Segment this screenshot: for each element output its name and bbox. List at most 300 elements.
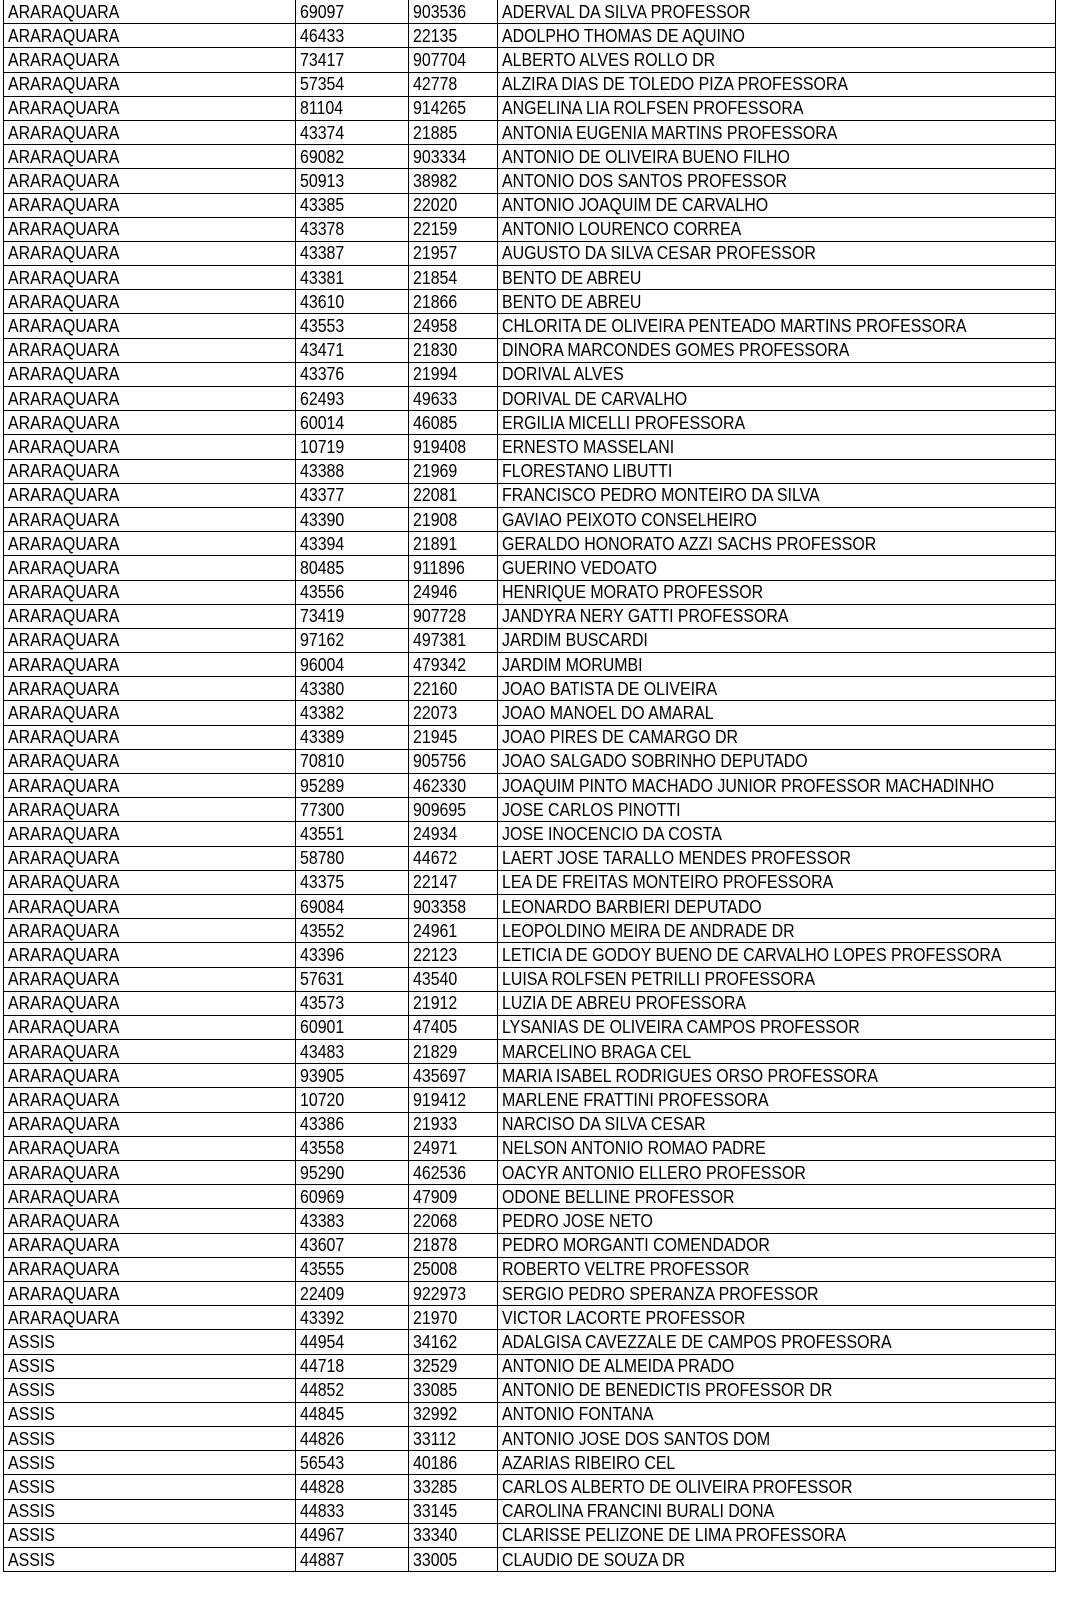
code-text: 73417 <box>300 48 345 70</box>
school-name-cell <box>498 362 1056 386</box>
school-id-cell <box>409 290 498 314</box>
city-text: ARARAQUARA <box>8 1040 120 1062</box>
school-id-text: 33085 <box>413 1379 458 1401</box>
city-cell <box>4 1402 296 1426</box>
school-name-cell <box>498 653 1056 677</box>
school-name-cell <box>498 1136 1056 1160</box>
city-cell <box>4 362 296 386</box>
code-text: 43553 <box>300 315 345 337</box>
school-name-text: ANTONIO DE BENEDICTIS PROFESSOR DR <box>502 1379 833 1401</box>
table-row <box>4 290 1056 314</box>
city-cell <box>4 120 296 144</box>
code-text: 43483 <box>300 1040 345 1062</box>
school-id-text: 33340 <box>413 1524 458 1546</box>
code-cell <box>296 266 409 290</box>
code-cell <box>296 338 409 362</box>
school-name-cell <box>498 967 1056 991</box>
code-cell <box>296 1330 409 1354</box>
school-id-cell <box>409 435 498 459</box>
city-cell <box>4 1064 296 1088</box>
school-id-text: 24946 <box>413 581 458 603</box>
city-cell <box>4 169 296 193</box>
city-text: ARARAQUARA <box>8 24 120 46</box>
code-text: 43558 <box>300 1137 345 1159</box>
school-name-text: ANTONIO JOSE DOS SANTOS DOM <box>502 1427 771 1449</box>
city-cell <box>4 556 296 580</box>
school-name-text: ANTONIO DOS SANTOS PROFESSOR <box>502 169 787 191</box>
school-name-cell <box>498 1451 1056 1475</box>
school-id-text: 21945 <box>413 726 458 748</box>
school-name-cell <box>498 1523 1056 1547</box>
city-text: ASSIS <box>8 1355 55 1377</box>
city-cell <box>4 1499 296 1523</box>
table-row <box>4 1427 1056 1451</box>
city-cell <box>4 919 296 943</box>
code-cell <box>296 1523 409 1547</box>
school-name-text: ANGELINA LIA ROLFSEN PROFESSORA <box>502 97 804 119</box>
school-name-text: ANTONIO DE ALMEIDA PRADO <box>502 1355 735 1377</box>
table-row <box>4 241 1056 265</box>
city-text: ARARAQUARA <box>8 411 120 433</box>
code-text: 96004 <box>300 653 345 675</box>
school-name-text: FLORESTANO LIBUTTI <box>502 460 673 482</box>
school-id-cell <box>409 653 498 677</box>
city-text: ARARAQUARA <box>8 218 120 240</box>
city-text: ARARAQUARA <box>8 968 120 990</box>
school-id-text: 32992 <box>413 1403 458 1425</box>
school-id-cell <box>409 241 498 265</box>
city-text: ARARAQUARA <box>8 919 120 941</box>
school-name-text: JARDIM MORUMBI <box>502 653 643 675</box>
school-name-cell <box>498 120 1056 144</box>
school-id-text: 44672 <box>413 847 458 869</box>
code-text: 44967 <box>300 1524 345 1546</box>
school-name-text: CHLORITA DE OLIVEIRA PENTEADO MARTINS PROFESSORA <box>502 315 967 337</box>
code-cell <box>296 894 409 918</box>
city-text: ARARAQUARA <box>8 822 120 844</box>
city-cell <box>4 72 296 96</box>
school-name-text: ANTONIO FONTANA <box>502 1403 654 1425</box>
school-id-cell <box>409 120 498 144</box>
school-name-text: LUZIA DE ABREU PROFESSORA <box>502 992 747 1014</box>
code-text: 44828 <box>300 1476 345 1498</box>
code-cell <box>296 96 409 120</box>
city-cell <box>4 1475 296 1499</box>
school-name-text: NELSON ANTONIO ROMAO PADRE <box>502 1137 766 1159</box>
table-row <box>4 24 1056 48</box>
table-row <box>4 72 1056 96</box>
city-cell <box>4 943 296 967</box>
city-text: ARARAQUARA <box>8 1258 120 1280</box>
school-id-text: 479342 <box>413 653 467 675</box>
city-cell <box>4 628 296 652</box>
school-name-cell <box>498 749 1056 773</box>
table-row <box>4 387 1056 411</box>
school-name-cell <box>498 822 1056 846</box>
city-cell <box>4 1209 296 1233</box>
city-cell <box>4 725 296 749</box>
school-id-cell <box>409 1548 498 1572</box>
table-row <box>4 556 1056 580</box>
city-cell <box>4 145 296 169</box>
table-row <box>4 1064 1056 1088</box>
school-id-text: 907704 <box>413 48 467 70</box>
school-id-text: 21885 <box>413 121 458 143</box>
table-row <box>4 1257 1056 1281</box>
school-name-text: JOSE INOCENCIO DA COSTA <box>502 822 722 844</box>
school-name-text: LEA DE FREITAS MONTEIRO PROFESSORA <box>502 871 834 893</box>
school-name-text: JOAO BATISTA DE OLIVEIRA <box>502 677 718 699</box>
school-id-cell <box>409 1330 498 1354</box>
school-name-text: LAERT JOSE TARALLO MENDES PROFESSOR <box>502 847 851 869</box>
school-id-text: 21854 <box>413 266 458 288</box>
school-id-cell <box>409 822 498 846</box>
table-row <box>4 145 1056 169</box>
table-row <box>4 193 1056 217</box>
school-id-text: 22081 <box>413 484 458 506</box>
school-name-text: LYSANIAS DE OLIVEIRA CAMPOS PROFESSOR <box>502 1016 860 1038</box>
school-name-text: JOAO PIRES DE CAMARGO DR <box>502 726 739 748</box>
school-name-cell <box>498 1354 1056 1378</box>
city-text: ARARAQUARA <box>8 169 120 191</box>
code-cell <box>296 628 409 652</box>
city-cell <box>4 1015 296 1039</box>
table-row <box>4 1185 1056 1209</box>
city-cell <box>4 870 296 894</box>
city-cell <box>4 1233 296 1257</box>
code-cell <box>296 24 409 48</box>
code-cell <box>296 145 409 169</box>
table-row <box>4 1402 1056 1426</box>
city-cell <box>4 653 296 677</box>
school-id-cell <box>409 1475 498 1499</box>
code-cell <box>296 774 409 798</box>
table-row <box>4 1475 1056 1499</box>
school-name-cell <box>498 701 1056 725</box>
code-text: 46433 <box>300 24 345 46</box>
school-id-text: 22020 <box>413 194 458 216</box>
table-row <box>4 411 1056 435</box>
table-row <box>4 919 1056 943</box>
code-text: 43396 <box>300 943 345 965</box>
code-cell <box>296 0 409 24</box>
code-text: 95289 <box>300 774 345 796</box>
city-text: ASSIS <box>8 1524 55 1546</box>
city-text: ARARAQUARA <box>8 581 120 603</box>
school-name-cell <box>498 483 1056 507</box>
school-id-cell <box>409 145 498 169</box>
school-id-text: 22123 <box>413 943 458 965</box>
city-text: ARARAQUARA <box>8 726 120 748</box>
code-cell <box>296 1257 409 1281</box>
school-name-cell <box>498 870 1056 894</box>
school-id-cell <box>409 1088 498 1112</box>
code-cell <box>296 653 409 677</box>
code-cell <box>296 1088 409 1112</box>
school-id-cell <box>409 1161 498 1185</box>
code-text: 70810 <box>300 750 345 772</box>
school-id-text: 33285 <box>413 1476 458 1498</box>
school-id-text: 21970 <box>413 1306 458 1328</box>
table-row <box>4 362 1056 386</box>
table-row <box>4 774 1056 798</box>
school-id-text: 24958 <box>413 315 458 337</box>
city-cell <box>4 1281 296 1305</box>
code-text: 43382 <box>300 702 345 724</box>
school-name-cell <box>498 532 1056 556</box>
school-name-cell <box>498 1330 1056 1354</box>
city-text: ARARAQUARA <box>8 1016 120 1038</box>
school-name-text: ANTONIO JOAQUIM DE CARVALHO <box>502 194 769 216</box>
code-text: 43556 <box>300 581 345 603</box>
school-id-text: 21878 <box>413 1234 458 1256</box>
code-cell <box>296 1112 409 1136</box>
school-id-cell <box>409 556 498 580</box>
city-cell <box>4 532 296 556</box>
school-id-text: 21912 <box>413 992 458 1014</box>
code-cell <box>296 1136 409 1160</box>
school-name-text: CLARISSE PELIZONE DE LIMA PROFESSORA <box>502 1524 846 1546</box>
table-row <box>4 822 1056 846</box>
city-cell <box>4 604 296 628</box>
city-text: ASSIS <box>8 1451 55 1473</box>
code-cell <box>296 798 409 822</box>
school-id-cell <box>409 1209 498 1233</box>
school-id-cell <box>409 1064 498 1088</box>
code-text: 50913 <box>300 169 345 191</box>
code-cell <box>296 532 409 556</box>
code-text: 43378 <box>300 218 345 240</box>
school-name-text: JOAO SALGADO SOBRINHO DEPUTADO <box>502 750 808 772</box>
table-row <box>4 870 1056 894</box>
code-text: 93905 <box>300 1064 345 1086</box>
school-id-text: 922973 <box>413 1282 467 1304</box>
code-text: 43392 <box>300 1306 345 1328</box>
code-cell <box>296 943 409 967</box>
code-cell <box>296 290 409 314</box>
city-cell <box>4 1185 296 1209</box>
city-text: ASSIS <box>8 1476 55 1498</box>
school-name-text: LEONARDO BARBIERI DEPUTADO <box>502 895 762 917</box>
city-cell <box>4 0 296 24</box>
table-row <box>4 1281 1056 1305</box>
table-row <box>4 1088 1056 1112</box>
city-cell <box>4 1451 296 1475</box>
code-cell <box>296 483 409 507</box>
code-cell <box>296 1427 409 1451</box>
school-name-text: ERNESTO MASSELANI <box>502 435 675 457</box>
school-name-text: GERALDO HONORATO AZZI SACHS PROFESSOR <box>502 532 877 554</box>
code-cell <box>296 1475 409 1499</box>
school-id-text: 46085 <box>413 411 458 433</box>
school-id-text: 33145 <box>413 1500 458 1522</box>
code-text: 10720 <box>300 1089 345 1111</box>
table-row <box>4 0 1056 24</box>
city-cell <box>4 193 296 217</box>
city-text: ASSIS <box>8 1427 55 1449</box>
school-id-cell <box>409 725 498 749</box>
table-row <box>4 894 1056 918</box>
school-id-cell <box>409 967 498 991</box>
code-cell <box>296 1378 409 1402</box>
school-id-text: 21829 <box>413 1040 458 1062</box>
school-name-cell <box>498 435 1056 459</box>
school-id-cell <box>409 24 498 48</box>
city-cell <box>4 1088 296 1112</box>
city-text: ARARAQUARA <box>8 508 120 530</box>
school-id-text: 40186 <box>413 1451 458 1473</box>
city-cell <box>4 822 296 846</box>
code-cell <box>296 846 409 870</box>
code-cell <box>296 556 409 580</box>
school-name-text: JARDIM BUSCARDI <box>502 629 648 651</box>
code-cell <box>296 362 409 386</box>
school-id-cell <box>409 1281 498 1305</box>
city-cell <box>4 580 296 604</box>
school-name-text: DINORA MARCONDES GOMES PROFESSORA <box>502 339 850 361</box>
code-text: 43610 <box>300 290 345 312</box>
code-cell <box>296 193 409 217</box>
school-id-cell <box>409 266 498 290</box>
city-cell <box>4 241 296 265</box>
school-id-text: 903334 <box>413 145 467 167</box>
school-id-text: 497381 <box>413 629 467 651</box>
code-text: 44718 <box>300 1355 345 1377</box>
school-name-cell <box>498 48 1056 72</box>
table-row <box>4 507 1056 531</box>
code-text: 60014 <box>300 411 345 433</box>
table-row <box>4 120 1056 144</box>
school-id-text: 22068 <box>413 1209 458 1231</box>
school-id-text: 905756 <box>413 750 467 772</box>
school-name-cell <box>498 387 1056 411</box>
school-id-cell <box>409 870 498 894</box>
school-name-text: CAROLINA FRANCINI BURALI DONA <box>502 1500 775 1522</box>
code-text: 44887 <box>300 1548 345 1570</box>
city-cell <box>4 266 296 290</box>
table-row <box>4 1378 1056 1402</box>
school-id-cell <box>409 411 498 435</box>
school-id-cell <box>409 1257 498 1281</box>
school-id-text: 462330 <box>413 774 467 796</box>
school-name-cell <box>498 1161 1056 1185</box>
code-cell <box>296 1015 409 1039</box>
school-name-cell <box>498 1015 1056 1039</box>
code-cell <box>296 1209 409 1233</box>
city-cell <box>4 217 296 241</box>
school-name-cell <box>498 1112 1056 1136</box>
table-row <box>4 1233 1056 1257</box>
table-row <box>4 943 1056 967</box>
city-text: ARARAQUARA <box>8 871 120 893</box>
school-name-text: ROBERTO VELTRE PROFESSOR <box>502 1258 750 1280</box>
code-text: 44954 <box>300 1330 345 1352</box>
table-row <box>4 653 1056 677</box>
city-text: ARARAQUARA <box>8 702 120 724</box>
school-id-text: 911896 <box>413 556 465 578</box>
table-row <box>4 1354 1056 1378</box>
school-id-text: 24934 <box>413 822 458 844</box>
city-text: ARARAQUARA <box>8 1064 120 1086</box>
school-name-cell <box>498 1040 1056 1064</box>
school-name-cell <box>498 266 1056 290</box>
table-row <box>4 628 1056 652</box>
table-row <box>4 1161 1056 1185</box>
school-id-text: 21969 <box>413 460 458 482</box>
school-name-cell <box>498 217 1056 241</box>
city-cell <box>4 967 296 991</box>
table-row <box>4 459 1056 483</box>
code-text: 43552 <box>300 919 345 941</box>
city-text: ARARAQUARA <box>8 363 120 385</box>
city-cell <box>4 96 296 120</box>
school-name-text: JANDYRA NERY GATTI PROFESSORA <box>502 605 789 627</box>
code-cell <box>296 1402 409 1426</box>
school-name-cell <box>498 145 1056 169</box>
city-text: ARARAQUARA <box>8 847 120 869</box>
code-text: 73419 <box>300 605 345 627</box>
school-id-text: 462536 <box>413 1161 467 1183</box>
city-text: ASSIS <box>8 1379 55 1401</box>
code-cell <box>296 120 409 144</box>
city-text: ARARAQUARA <box>8 895 120 917</box>
code-text: 43471 <box>300 339 345 361</box>
code-text: 77300 <box>300 798 345 820</box>
school-id-cell <box>409 580 498 604</box>
city-cell <box>4 1330 296 1354</box>
school-id-text: 909695 <box>413 798 467 820</box>
city-text: ARARAQUARA <box>8 556 120 578</box>
school-id-text: 24961 <box>413 919 458 941</box>
table-row <box>4 701 1056 725</box>
code-text: 44852 <box>300 1379 345 1401</box>
city-text: ARARAQUARA <box>8 1113 120 1135</box>
code-text: 43551 <box>300 822 345 844</box>
code-text: 57354 <box>300 73 345 95</box>
school-name-text: CARLOS ALBERTO DE OLIVEIRA PROFESSOR <box>502 1476 853 1498</box>
school-id-text: 47405 <box>413 1016 458 1038</box>
city-cell <box>4 749 296 773</box>
school-id-cell <box>409 1185 498 1209</box>
school-id-text: 21933 <box>413 1113 458 1135</box>
school-name-cell <box>498 604 1056 628</box>
table-row <box>4 991 1056 1015</box>
city-text: ARARAQUARA <box>8 532 120 554</box>
school-name-cell <box>498 411 1056 435</box>
code-cell <box>296 387 409 411</box>
school-name-text: MARIA ISABEL RODRIGUES ORSO PROFESSORA <box>502 1064 879 1086</box>
school-id-cell <box>409 483 498 507</box>
city-cell <box>4 338 296 362</box>
city-text: ARARAQUARA <box>8 1282 120 1304</box>
school-name-cell <box>498 507 1056 531</box>
table-row <box>4 1330 1056 1354</box>
city-cell <box>4 991 296 1015</box>
code-cell <box>296 701 409 725</box>
school-id-cell <box>409 846 498 870</box>
school-name-cell <box>498 1402 1056 1426</box>
school-id-cell <box>409 1354 498 1378</box>
code-cell <box>296 48 409 72</box>
school-id-text: 907728 <box>413 605 467 627</box>
city-text: ASSIS <box>8 1548 55 1570</box>
table-row <box>4 725 1056 749</box>
code-text: 60901 <box>300 1016 345 1038</box>
school-name-cell <box>498 556 1056 580</box>
school-id-cell <box>409 362 498 386</box>
school-list-body <box>4 0 1056 1572</box>
city-cell <box>4 846 296 870</box>
